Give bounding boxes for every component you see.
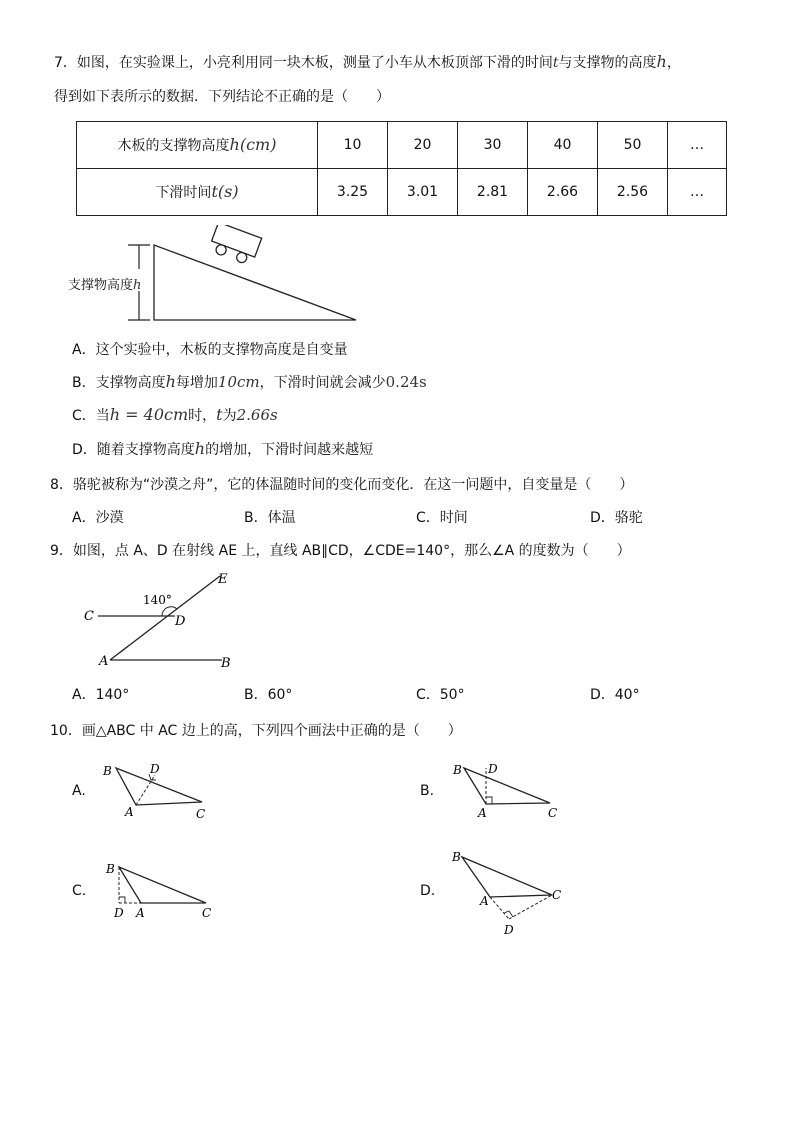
q7-option-a: A．这个实验中，木板的支撑物高度是自变量 (72, 342, 348, 358)
svg-text:D: D (150, 762, 160, 776)
q8-option-b: B．体温 (244, 510, 296, 526)
q8-option-c: C．时间 (416, 510, 468, 526)
q10-option-b-label: B. (420, 783, 435, 799)
svg-text:B: B (106, 862, 115, 876)
table-cell: 3.25 (318, 169, 388, 216)
q7-stem-line2: 得到如下表所示的数据．下列结论不正确的是（ ） (54, 89, 390, 105)
q10-option-a-label: A. (72, 783, 86, 799)
svg-text:C: C (548, 806, 558, 820)
q8-stem: 8．骆驼被称为“沙漠之舟”，它的体温随时间的变化而变化．在这一问题中，自变量是（ ） (50, 477, 634, 493)
svg-text:D: D (114, 906, 124, 920)
q7-option-d: D．随着支撑物高度h的增加，下滑时间越来越短 (72, 439, 374, 458)
point-label-b: B (221, 656, 231, 671)
table-cell: 30 (458, 122, 528, 169)
svg-text:D: D (488, 762, 498, 776)
q10-figure-c (98, 855, 228, 925)
q7-incline-figure (120, 225, 370, 325)
table-cell: 40 (528, 122, 598, 169)
row-header-time: 下滑时间t(s) (77, 169, 318, 216)
svg-text:A: A (478, 806, 487, 820)
q10-figure-a (98, 760, 218, 825)
q10-figure-d (448, 845, 578, 940)
table-cell: … (668, 122, 727, 169)
point-label-e: E (218, 572, 228, 587)
svg-text:D: D (504, 923, 514, 937)
q8-option-a: A．沙漠 (72, 510, 124, 526)
q10-stem: 10．画△ABC 中 AC 边上的高，下列四个画法中正确的是（ ） (50, 723, 462, 739)
point-label-c: C (84, 609, 94, 624)
q9-option-a: A．140° (72, 687, 130, 703)
q9-option-d: D．40° (590, 687, 640, 703)
table-cell: 3.01 (388, 169, 458, 216)
table-cell: 10 (318, 122, 388, 169)
q7-option-b: B．支撑物高度h每增加10cm，下滑时间就会减少0.24s (72, 372, 427, 391)
q8-option-d: D．骆驼 (590, 510, 643, 526)
q7-stem-line1: 7．如图，在实验课上，小亮利用同一块木板，测量了小车从木板顶部下滑的时间t与支撑物的高度h， (54, 52, 681, 71)
table-cell: 2.81 (458, 169, 528, 216)
table-cell: 20 (388, 122, 458, 169)
svg-text:B: B (452, 850, 461, 864)
table-cell: 2.66 (528, 169, 598, 216)
q9-stem: 9．如图，点 A、D 在射线 AE 上，直线 AB∥CD，∠CDE=140°，那么∠A 的度数为（ ） (50, 543, 631, 559)
q10-figure-b (448, 760, 568, 825)
table-row (77, 122, 727, 169)
row-header-height: 木板的支撑物高度h(cm) (77, 122, 318, 169)
svg-text:B: B (453, 763, 462, 777)
svg-text:A: A (480, 894, 489, 908)
svg-text:A: A (125, 805, 134, 819)
table-cell: 50 (598, 122, 668, 169)
table-row (77, 169, 727, 216)
q7-option-c: C．当h = 40cm时，t为2.66s (72, 405, 278, 424)
point-label-a: A (99, 654, 109, 669)
q10-option-c-label: C. (72, 883, 87, 899)
svg-text:B: B (103, 764, 112, 778)
q7-figure-label: 支撑物高度h (68, 278, 142, 293)
q9-figure (80, 568, 250, 673)
angle-label: 140° (143, 593, 172, 607)
svg-text:C: C (552, 888, 562, 902)
table-cell: 2.56 (598, 169, 668, 216)
svg-text:A: A (136, 906, 145, 920)
point-label-d: D (175, 614, 186, 629)
q9-option-b: B．60° (244, 687, 293, 703)
svg-text:C: C (202, 906, 212, 920)
cart-icon (208, 225, 262, 266)
q9-option-c: C．50° (416, 687, 465, 703)
table-cell: … (668, 169, 727, 216)
q10-option-d-label: D. (420, 883, 436, 899)
q7-data-table (76, 121, 727, 216)
svg-text:C: C (196, 807, 206, 821)
